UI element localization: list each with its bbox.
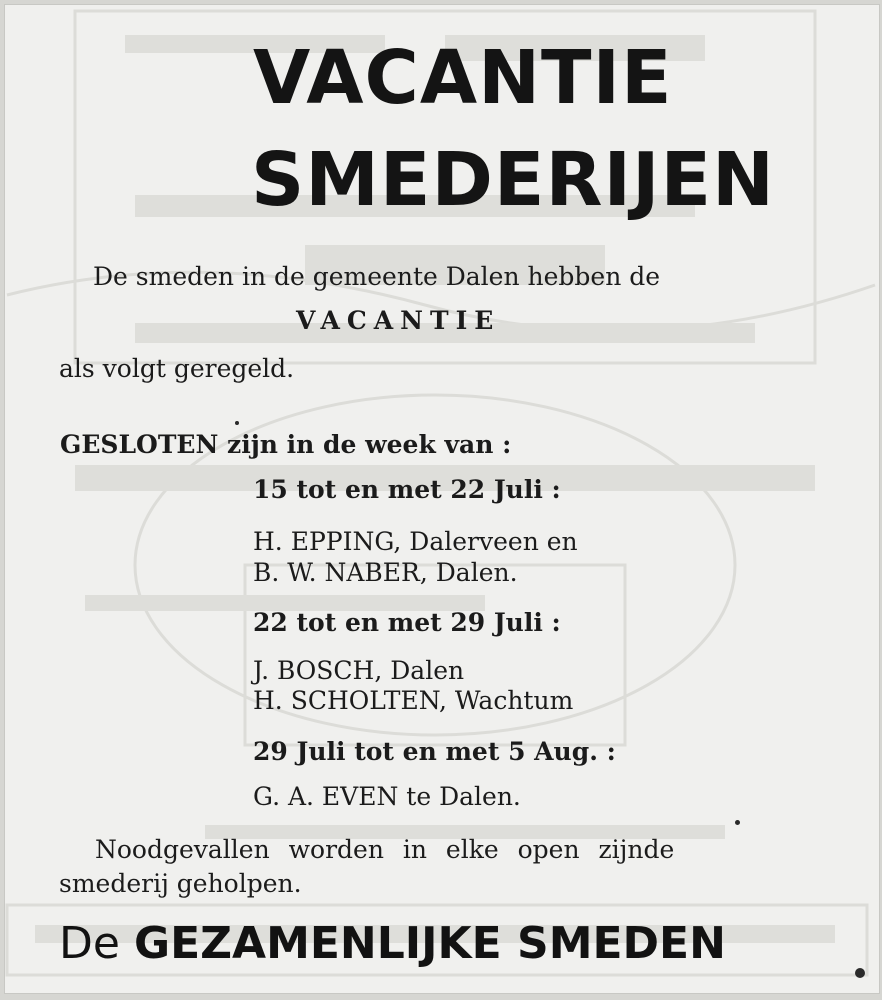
title-vacantie: VACANTIE [253,35,673,121]
intro-text: De smeden in de gemeente Dalen hebben de [93,262,661,291]
week-2-name-2: H. SCHOLTEN, Wachtum [253,686,574,715]
ink-speck [735,820,740,825]
footer-prefix: De [59,918,120,969]
emergency-text-1: Noodgevallen worden in elke open zijnde [95,835,675,864]
week-3-name-1: G. A. EVEN te Dalen. [253,782,521,811]
week-1-name-2: B. W. NABER, Dalen. [253,558,518,587]
week-2-period: 22 tot en met 29 Juli : [253,608,561,637]
closed-label [60,430,511,459]
closed-rest: zijn in de week van : [227,430,512,459]
week-1-name-1: H. EPPING, Dalerveen en [253,527,578,556]
emergency-text-2: smederij geholpen. [59,869,302,898]
footer-main: GEZAMENLIJKE SMEDEN [133,918,726,969]
intro-text-2: als volgt geregeld. [59,354,295,383]
week-1-period: 15 tot en met 22 Juli : [253,475,561,504]
footer-signature [59,918,726,969]
advertisement-page [4,4,880,994]
ink-speck [855,968,865,978]
week-3-period: 29 Juli tot en met 5 Aug. : [253,737,616,766]
ink-speck [235,421,239,425]
week-2-name-1: J. BOSCH, Dalen [253,656,465,685]
vacantie-heading: VACANTIE [296,306,501,335]
closed-keyword: GESLOTEN [60,430,219,459]
title-smederijen: SMEDERIJEN [251,137,775,223]
